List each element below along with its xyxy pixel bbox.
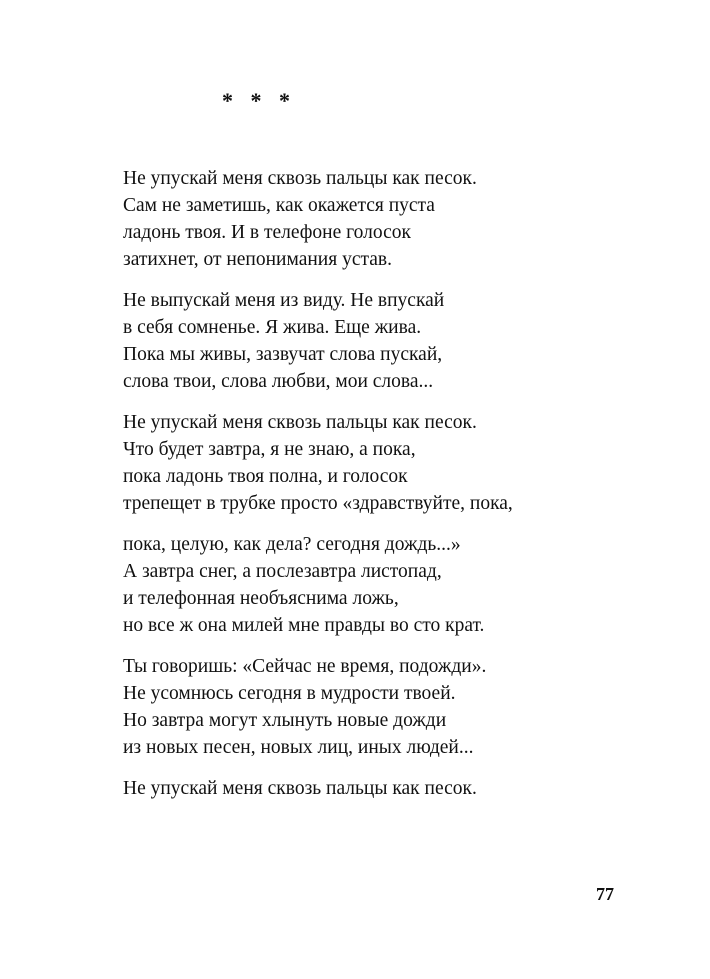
stanza-5	[123, 653, 683, 761]
poem-line: Не упускай меня сквозь пальцы как песок.	[123, 168, 477, 189]
poem-line: пока, целую, как дела? сегодня дождь...»	[123, 534, 461, 555]
stanza-4	[123, 531, 683, 639]
poem-line: Сам не заметишь, как окажется пуста	[123, 195, 435, 216]
stanza-2	[123, 287, 683, 395]
poem-line: Пока мы живы, зазвучат слова пускай,	[123, 344, 443, 365]
poem-line: Ты говоришь: «Сейчас не время, подожди».	[123, 656, 487, 677]
page-number: 77	[596, 884, 614, 904]
poem-line: из новых песен, новых лиц, иных людей...	[123, 737, 474, 758]
stanza-3	[123, 409, 683, 517]
poem-line: трепещет в трубке просто «здравствуйте, пока,	[123, 493, 513, 514]
section-ornament: * * *	[222, 88, 296, 113]
poem-line: А завтра снег, а послезавтра листопад,	[123, 561, 442, 582]
poem-line: Не усомнюсь сегодня в мудрости твоей.	[123, 683, 456, 704]
poem-line: и телефонная необъяснима ложь,	[123, 588, 399, 609]
poem-line: Не упускай меня сквозь пальцы как песок.	[123, 778, 477, 799]
poem-line: Не выпускай меня из виду. Не впускай	[123, 290, 445, 311]
poem-line: Но завтра могут хлынуть новые дожди	[123, 710, 447, 731]
poem-line: затихнет, от непонимания устав.	[123, 249, 392, 270]
poem-line: в себя сомненье. Я жива. Еще жива.	[123, 317, 422, 338]
poem-line: Что будет завтра, я не знаю, а пока,	[123, 439, 416, 460]
poem	[123, 165, 683, 816]
poem-line: слова твои, слова любви, мои слова...	[123, 371, 434, 392]
poem-line: ладонь твоя. И в телефоне голосок	[123, 222, 411, 243]
stanza-6	[123, 775, 683, 802]
poem-line: Не упускай меня сквозь пальцы как песок.	[123, 412, 477, 433]
poem-line: пока ладонь твоя полна, и голосок	[123, 466, 408, 487]
poem-line: но все ж она милей мне правды во сто крат.	[123, 615, 485, 636]
stanza-1	[123, 165, 683, 273]
